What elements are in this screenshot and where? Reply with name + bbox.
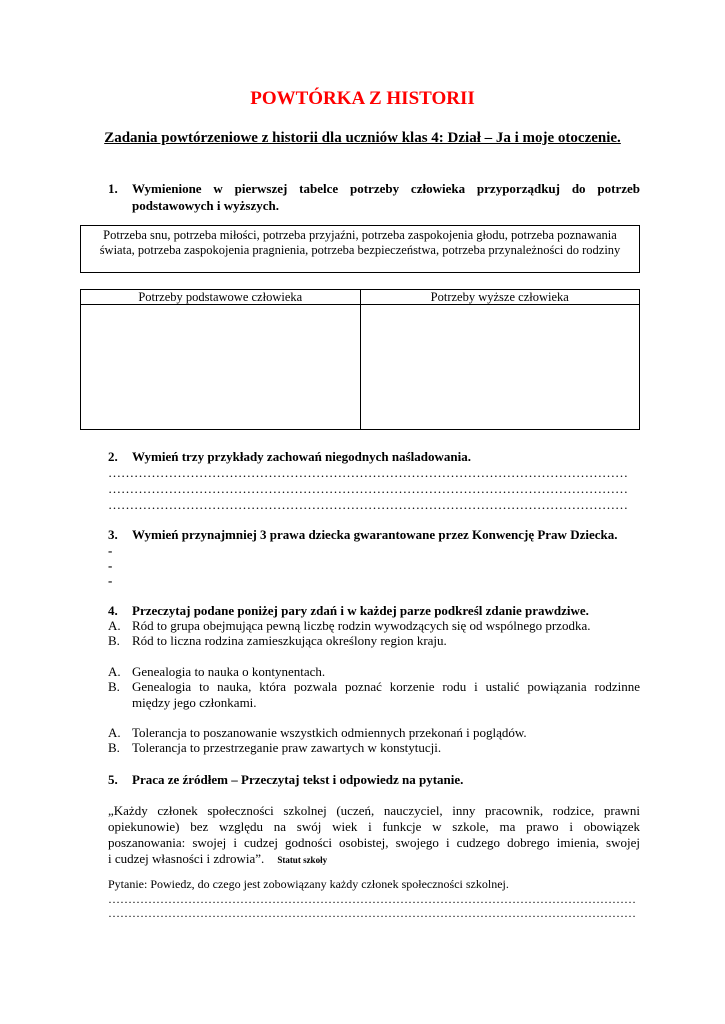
question-3 bbox=[108, 526, 617, 543]
question-1 bbox=[108, 180, 640, 214]
page-subtitle: Zadania powtórzeniowe z historii dla uczniów klas 4: Dział – Ja i moje otoczenie. bbox=[104, 130, 621, 146]
question-4 bbox=[108, 602, 589, 619]
question-5-text: Praca ze źródłem – Przeczytaj tekst i odpowiedz na pytanie. bbox=[132, 772, 464, 787]
answer-line[interactable]: ………………………………………………………………………………………………………… bbox=[108, 497, 628, 512]
answer-line[interactable]: …………………………………………………………………………………………………………………… bbox=[108, 892, 636, 906]
answer-line[interactable]: …………………………………………………………………………………………………………………… bbox=[108, 906, 636, 920]
question-2 bbox=[108, 448, 471, 465]
question-2-number: 2. bbox=[108, 449, 118, 464]
statement-option[interactable]: A. Tolerancja to poszanowanie wszystkich odmiennych przekonań i poglądów. bbox=[108, 725, 527, 740]
question-1-line2: podstawowych i wyższych. bbox=[132, 198, 279, 213]
statement-option[interactable]: B. Genealogia to nauka, która pozwala poznać korzenie rodu i ustalić powiązania rodzinne między jego członkami. bbox=[108, 679, 640, 710]
statement-option[interactable]: B. Ród to liczna rodzina zamieszkująca określony region kraju. bbox=[108, 633, 447, 648]
statement-option[interactable]: A. Ród to grupa obejmująca pewną liczbę rodzin wywodzących się od wspólnego przodka. bbox=[108, 618, 591, 633]
col-basic-needs-header: Potrzeby podstawowe człowieka bbox=[81, 290, 361, 305]
question-4-text: Przeczytaj podane poniżej pary zdań i w każdej parze podkreśl zdanie prawdziwe. bbox=[132, 603, 589, 618]
needs-list-box: Potrzeba snu, potrzeba miłości, potrzeba przyjaźni, potrzeba zaspokojenia głodu, potrzeba poznawania świata, potrzeba zaspokojenia pragnienia, potrzeba bezpieczeństwa, potrzeba przynależności do rodziny bbox=[80, 225, 640, 273]
question-5-prompt: Pytanie: Powiedz, do czego jest zobowiązany każdy członek społeczności szkolnej. bbox=[108, 877, 509, 891]
answer-line[interactable]: ………………………………………………………………………………………………………… bbox=[108, 465, 628, 480]
answer-line[interactable]: ………………………………………………………………………………………………………… bbox=[108, 481, 628, 496]
question-5-number: 5. bbox=[108, 772, 118, 787]
question-1-line1: 1. Wymienione w pierwszej tabelce potrzeby człowieka przyporządkuj do potrzeb bbox=[108, 181, 640, 196]
needs-table bbox=[80, 289, 640, 430]
question-1-number: 1. bbox=[108, 181, 118, 196]
page-title: POWTÓRKA Z HISTORII bbox=[250, 88, 475, 109]
question-3-number: 3. bbox=[108, 527, 118, 542]
question-4-number: 4. bbox=[108, 603, 118, 618]
question-3-text: Wymień przynajmniej 3 prawa dziecka gwarantowane przez Konwencję Praw Dziecka. bbox=[132, 527, 618, 542]
col-higher-needs-header: Potrzeby wyższe człowieka bbox=[360, 290, 640, 305]
source-quote: „Każdy członek społeczności szkolnej (uczeń, nauczyciel, inny pracownik, rodzice, prawni opiekunowie) bez względu na swój wiek i funkcje w szkole, ma prawo i obowiązek poszanowania: swojej i cudzej godności osobistej, swojego i cudzego dobrego imienia, swojej i cudzej własności i zdrowia”. Statut szkoły bbox=[108, 803, 640, 866]
basic-needs-answer-cell[interactable] bbox=[81, 305, 361, 430]
question-2-text: Wymień trzy przykłady zachowań niegodnych naśladowania. bbox=[132, 449, 471, 464]
bullet-item[interactable]: - bbox=[108, 573, 113, 588]
bullet-item[interactable]: - bbox=[108, 558, 113, 573]
quote-source: Statut szkoły bbox=[277, 855, 328, 865]
statement-option[interactable]: B. Tolerancja to przestrzeganie praw zawartych w konstytucji. bbox=[108, 740, 442, 755]
higher-needs-answer-cell[interactable] bbox=[360, 305, 640, 430]
question-5 bbox=[108, 771, 463, 788]
bullet-item[interactable]: - bbox=[108, 543, 113, 558]
statement-option[interactable]: A. Genealogia to nauka o kontynentach. bbox=[108, 664, 326, 679]
